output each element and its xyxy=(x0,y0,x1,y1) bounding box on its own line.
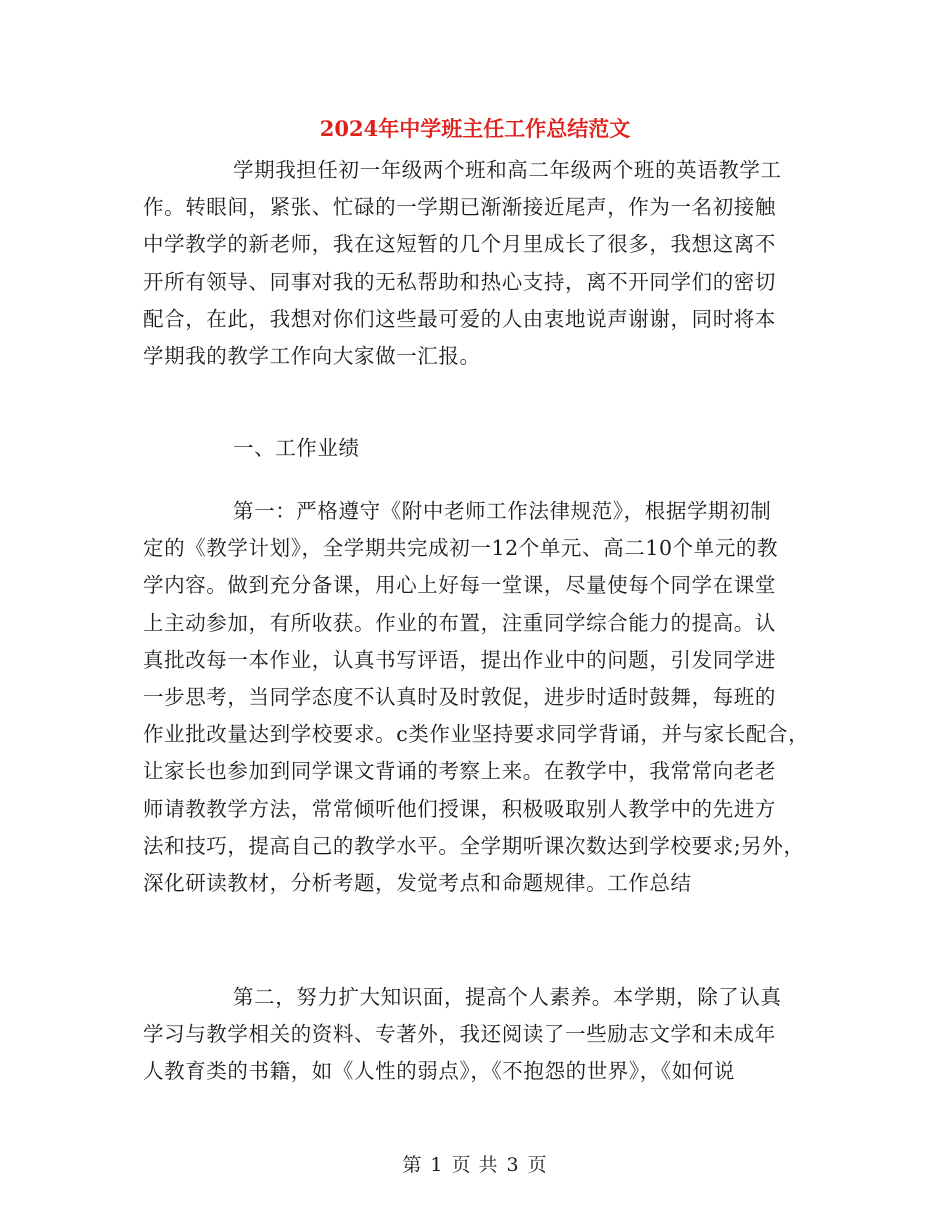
text-line: 真批改每一本作业，认真书写评语，提出作业中的问题，引发同学进 xyxy=(143,647,776,672)
text-line: 深化研读教材，分析考题，发觉考点和命题规律。工作总结 xyxy=(143,870,692,895)
paragraph-first xyxy=(143,493,810,902)
text-line: 开所有领导、同事对我的无私帮助和热心支持，离不开同学们的密切 xyxy=(143,269,776,294)
total-pages-number: 3 xyxy=(506,1154,520,1176)
text-line: 作业批改量达到学校要求。c类作业坚持要求同学背诵，并与家长配合， xyxy=(143,722,810,747)
paragraph-intro xyxy=(143,152,803,375)
footer-suffix: 页 xyxy=(527,1154,548,1176)
text-line: 配合，在此，我想对你们这些最可爱的人由衷地说声谢谢，同时将本 xyxy=(143,306,776,331)
text-line: 学习与教学相关的资料、专著外，我还阅读了一些励志文学和未成年 xyxy=(143,1022,776,1047)
text-line: 人教育类的书籍，如《人性的弱点》，《不抱怨的世界》，《如何说 xyxy=(143,1059,735,1084)
current-page-number: 1 xyxy=(430,1154,444,1176)
footer-mid: 页 共 xyxy=(451,1154,499,1176)
page-footer xyxy=(0,1150,950,1180)
text-line: 让家长也参加到同学课文背诵的考察上来。在教学中，我常常向老老 xyxy=(143,759,776,784)
footer-prefix: 第 xyxy=(402,1154,423,1176)
text-line: 法和技巧，提高自己的教学水平。全学期听课次数达到学校要求;另外， xyxy=(143,833,805,858)
text-line: 学期我的教学工作向大家做一汇报。 xyxy=(143,343,481,368)
text-line: 一步思考，当同学态度不认真时及时敦促，进步时适时鼓舞，每班的 xyxy=(143,684,776,709)
text-line: 上主动参加，有所收获。作业的布置，注重同学综合能力的提高。认 xyxy=(143,610,776,635)
text-line: 第二，努力扩大知识面，提高个人素养。本学期，除了认真 xyxy=(233,985,782,1009)
heading-work-achievements: 一、工作业绩 xyxy=(233,436,360,460)
text-line: 第一：严格遵守《附中老师工作法律规范》，根据学期初制 xyxy=(233,499,772,523)
text-line: 学期我担任初一年级两个班和高二年级两个班的英语教学工 xyxy=(233,158,782,182)
section-heading xyxy=(143,430,803,467)
paragraph-second xyxy=(143,979,803,1091)
text-line: 学内容。做到充分备课，用心上好每一堂课，尽量使每个同学在课堂 xyxy=(143,573,776,598)
text-line: 作。转眼间，紧张、忙碌的一学期已渐渐接近尾声，作为一名初接触 xyxy=(143,195,776,220)
text-line: 定的《教学计划》，全学期共完成初一12个单元、高二10个单元的教 xyxy=(143,536,779,561)
text-line: 中学教学的新老师，我在这短暂的几个月里成长了很多，我想这离不 xyxy=(143,232,776,257)
text-line: 师请教教学方法，常常倾听他们授课，积极吸取别人教学中的先进方 xyxy=(143,796,776,821)
document-title: 2024年中学班主任工作总结范文 xyxy=(319,116,631,141)
